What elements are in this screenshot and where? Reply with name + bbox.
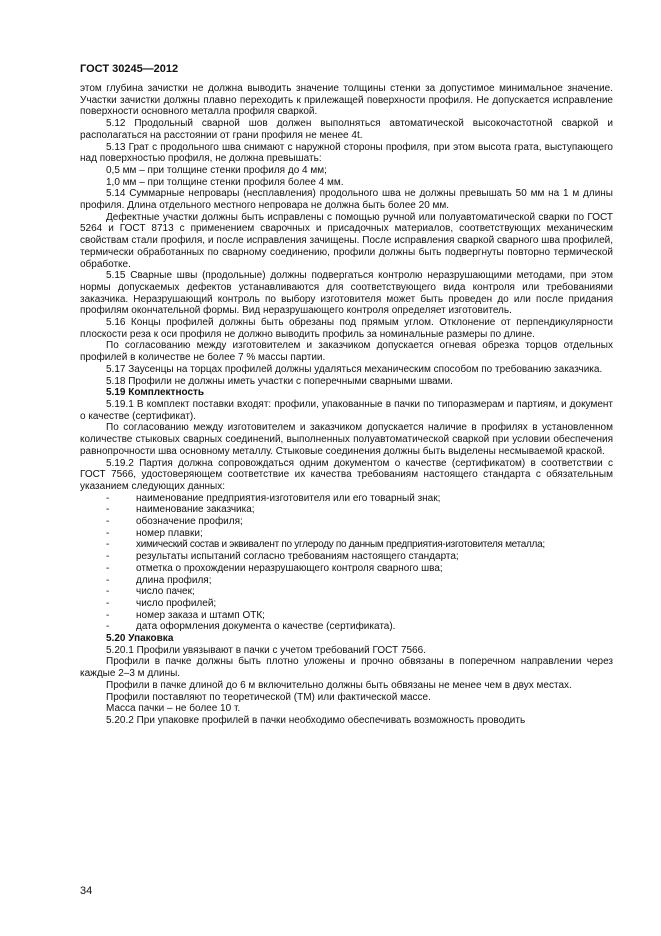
paragraph: Профили в пачке должны быть плотно уложены и прочно обвязаны в поперечном направлении через каждые 2–3 м длины. <box>80 656 613 680</box>
list-dash: - <box>106 574 110 586</box>
section-heading: 5.20 Упаковка <box>106 633 174 645</box>
list-dash: - <box>106 504 110 516</box>
list-dash: - <box>106 492 110 504</box>
list-item-text: номер плавки; <box>136 527 203 539</box>
paragraph: 5.20.1 Профили увязывают в пачки с учетом требований ГОСТ 7566. <box>106 644 426 656</box>
list-item-text: наименование заказчика; <box>136 504 255 516</box>
paragraph: Масса пачки – не более 10 т. <box>106 703 241 715</box>
list-item-text: наименование предприятия-изготовителя или его товарный знак; <box>136 492 441 504</box>
list-dash: - <box>106 621 110 633</box>
list-item-text: дата оформления документа о качестве (сертификата). <box>136 621 396 633</box>
paragraph: По согласованию между изготовителем и заказчиком допускается огневая обрезка торцов отдельных профилей в количестве не более 7 % массы партии. <box>80 340 613 364</box>
list-dash: - <box>106 551 110 563</box>
list-dash: - <box>106 609 110 621</box>
list-item-text: обозначение профиля; <box>136 516 243 528</box>
list-item <box>80 610 613 622</box>
paragraph: 5.14 Суммарные непровары (несплавления) продольного шва не должны превышать 50 мм на 1 м длины профиля. Длина отдельного местного непровара не должна быть более 20 мм. <box>80 188 613 212</box>
list-dash: - <box>106 527 110 539</box>
paragraph: 5.20.2 При упаковке профилей в пачки необходимо обеспечивать возможность проводить <box>106 714 526 726</box>
list-dash: - <box>106 586 110 598</box>
list-item <box>80 516 613 528</box>
list-dash: - <box>106 539 110 551</box>
list-dash: - <box>106 516 110 528</box>
list-item-text: отметка о прохождении неразрушающего контроля сварного шва; <box>136 562 443 574</box>
paragraph: 5.19.2 Партия должна сопровождаться одним документом о качестве (сертификатом) в соответствии с ГОСТ 7566, удостоверяющем соответствие их качества требованиям настоящего стандарта с обязательным указанием следующих данных: <box>80 457 613 492</box>
list-item-text: число пачек; <box>136 586 195 598</box>
paragraph: Профили поставляют по теоретической (ТМ) или фактической массе. <box>106 691 431 703</box>
list-item <box>80 586 613 598</box>
list-dash: - <box>106 562 110 574</box>
list-item-text: число профилей; <box>136 597 217 609</box>
list-item <box>80 563 613 575</box>
list-item-text: химический состав и эквивалент по углероду по данным предприятия-изготовителя металла; <box>136 539 545 551</box>
paragraph: 0,5 мм – при толщине стенки профиля до 4 мм; <box>106 164 327 176</box>
list-item <box>80 551 613 563</box>
section-heading: 5.19 Комплектность <box>106 387 205 399</box>
list-item-text: номер заказа и штамп ОТК; <box>136 609 265 621</box>
paragraph: Профили в пачке длиной до 6 м включительно должны быть обвязаны не менее чем в двух местах. <box>106 679 572 691</box>
list-item <box>80 528 613 540</box>
paragraph: 5.17 Заусенцы на торцах профилей должны удаляться механическим способом по требованию заказчика. <box>106 363 603 375</box>
list-dash: - <box>106 597 110 609</box>
document-header: ГОСТ 30245—2012 <box>80 63 179 75</box>
list-item <box>80 493 613 505</box>
list-item-text: результаты испытаний согласно требованиям настоящего стандарта; <box>136 551 459 563</box>
paragraph: этом глубина зачистки не должна выводить значение толщины стенки за допустимое минимальное значение. Участки зачистки должны плавно переходить к прилежащей поверхности профиля. Не допускается исправление поверхности основного металла профиля сваркой. <box>80 83 613 118</box>
document-body <box>80 83 613 727</box>
paragraph: 1,0 мм – при толщине стенки профиля более 4 мм. <box>106 176 344 188</box>
list-item <box>80 504 613 516</box>
paragraph: 5.13 Грат с продольного шва снимают с наружной стороны профиля, при этом высота грата, выступающего над поверхностью профиля, не должна превышать: <box>80 141 613 165</box>
list-item <box>80 575 613 587</box>
list-item-text: длина профиля; <box>136 574 212 586</box>
list-item <box>80 598 613 610</box>
paragraph: Дефектные участки должны быть исправлены с помощью ручной или полуавтоматической сварки по ГОСТ 5264 и ГОСТ 8713 с применением сварочных и присадочных материалов, соответствующих механическим свойствам стали профиля, и после исправления зачищены. После исправления сваркой сварного шва профилей, термически обработанных по сварному соединению, профили должны быть подвергнуты повторно термической обработке. <box>80 211 613 270</box>
list-item <box>80 621 613 633</box>
paragraph: 5.16 Концы профилей должны быть обрезаны под прямым углом. Отклонение от перпендикулярности плоскости реза к оси профиля не должно выводить профиль за номинальные размеры по длине. <box>80 317 613 340</box>
paragraph: 5.19.1 В комплект поставки входят: профили, упакованные в пачки по типоразмерам и партиям, и документ о качестве (сертификат). <box>80 398 613 422</box>
list-item <box>80 539 613 551</box>
requirements-list <box>80 493 613 633</box>
paragraph: 5.15 Сварные швы (продольные) должны подвергаться контролю неразрушающими методами, при этом нормы допускаемых дефектов устанавливаются для соответствующего вида контроля или требованиями заказчика. Неразрушающий контроль по выбору изготовителя может быть проведен до или после придания профилям окончательной формы. Вид неразрушающего контроля определяет изготовитель. <box>80 270 613 317</box>
paragraph: 5.18 Профили не должны иметь участки с поперечными сварными швами. <box>106 375 453 387</box>
page-number: 34 <box>80 885 93 897</box>
paragraph: По согласованию между изготовителем и заказчиком допускается наличие в профилях в установленном количестве стыковых сварных соединений, выполненных полуавтоматической сваркой при условии обеспечения равнопрочности шва основному металлу. Стыковые соединения должны быть выделены несмываемой краской. <box>80 422 613 457</box>
paragraph: 5.12 Продольный сварной шов должен выполняться автоматической высокочастотной сваркой и располагаться на расстоянии от грани профиля не менее 4t. <box>80 118 613 141</box>
